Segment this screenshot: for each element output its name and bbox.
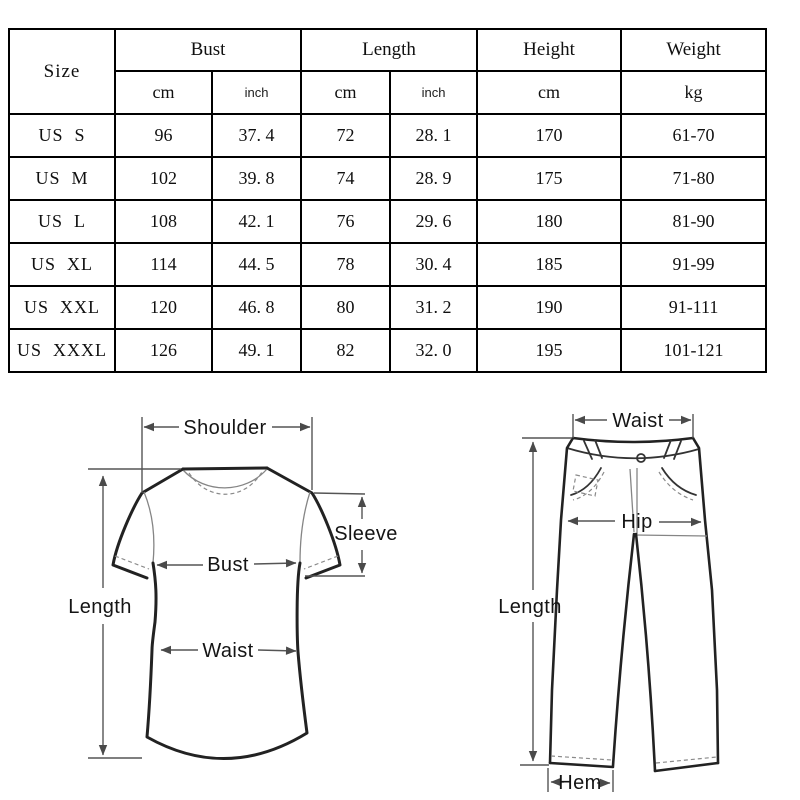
cell-length-inch: 28. 1 [390,114,477,157]
cell-weight-kg: 61-70 [621,114,766,157]
pants-left-hem-dashed [551,756,612,760]
cell-weight-kg: 91-111 [621,286,766,329]
cell-length-cm: 72 [301,114,390,157]
pants-waistband-bottom [567,448,699,458]
cell-bust-inch: 46. 8 [212,286,301,329]
unit-height-cm: cm [477,71,621,114]
pants-left-pocket [571,468,601,495]
length-label: Length [498,596,562,618]
arrow-right-icon [258,650,296,651]
table-row [9,329,766,372]
length-dimension [498,438,572,765]
unit-bust-cm: cm [115,71,212,114]
cell-weight-kg: 71-80 [621,157,766,200]
table-row [9,114,766,157]
cell-height-cm: 180 [477,200,621,243]
cell-weight-kg: 81-90 [621,200,766,243]
cell-weight-kg: 101-121 [621,329,766,372]
col-header-weight: Weight [621,29,766,71]
cell-bust-inch: 42. 1 [212,200,301,243]
hip-label: Hip [621,511,653,533]
cell-height-cm: 185 [477,243,621,286]
pants-crotch-seam [635,535,707,536]
cell-bust-inch: 44. 5 [212,243,301,286]
shoulder-dimension [142,417,312,493]
cell-size: US M [9,157,115,200]
cell-height-cm: 195 [477,329,621,372]
cell-height-cm: 170 [477,114,621,157]
cell-length-cm: 80 [301,286,390,329]
unit-length-cm: cm [301,71,390,114]
cell-bust-cm: 108 [115,200,212,243]
cell-height-cm: 175 [477,157,621,200]
waist-label: Waist [612,410,664,432]
table-row [9,286,766,329]
pants-right-hem [655,763,718,771]
cell-length-cm: 82 [301,329,390,372]
pants-measurement-diagram [460,392,770,800]
pants-right-pocket-dashed [659,472,693,500]
col-header-length: Length [301,29,477,71]
tshirt-neck-shoulder-line [183,468,267,469]
shoulder-label: Shoulder [183,417,267,439]
pants-left-hem [550,763,613,767]
unit-length-inch: inch [390,71,477,114]
waist-dimension [573,410,693,438]
cell-bust-inch: 39. 8 [212,157,301,200]
tshirt-right-sleeve-seam [300,492,310,563]
header-row-units [9,71,766,114]
cell-weight-kg: 91-99 [621,243,766,286]
cell-size: US XXL [9,286,115,329]
cell-length-cm: 76 [301,200,390,243]
cell-bust-cm: 114 [115,243,212,286]
tshirt-left-sleeve-seam [144,492,154,563]
bust-label: Bust [207,554,249,576]
arrow-right-icon [254,563,296,564]
cell-bust-inch: 49. 1 [212,329,301,372]
cell-bust-cm: 120 [115,286,212,329]
unit-bust-inch: inch [212,71,301,114]
length-dimension [68,469,181,758]
cell-length-inch: 31. 2 [390,286,477,329]
tshirt-neckline [183,469,267,488]
cell-length-inch: 30. 4 [390,243,477,286]
pants-right-hem-dashed [656,757,717,763]
unit-weight-kg: kg [621,71,766,114]
tshirt-outline [113,468,340,759]
pants-right-outer-edge [693,438,718,763]
cell-length-cm: 74 [301,157,390,200]
pants-waistband-top [573,438,693,442]
cell-size: US S [9,114,115,157]
hem-label: Hem [558,772,602,794]
cell-size: US XL [9,243,115,286]
table-row [9,157,766,200]
hip-dimension [568,511,701,533]
cell-bust-cm: 102 [115,157,212,200]
cell-length-cm: 78 [301,243,390,286]
cell-size: US L [9,200,115,243]
col-header-bust: Bust [115,29,301,71]
cell-length-inch: 32. 0 [390,329,477,372]
cell-bust-cm: 126 [115,329,212,372]
bust-dimension [157,554,296,576]
cell-length-inch: 28. 9 [390,157,477,200]
col-header-height: Height [477,29,621,71]
size-chart-table [8,28,767,373]
pants-left-inner-edge [613,534,634,766]
length-label: Length [68,596,132,618]
hem-dimension [548,768,613,794]
cell-length-inch: 29. 6 [390,200,477,243]
pants-outline [550,438,718,771]
cell-height-cm: 190 [477,286,621,329]
cell-bust-inch: 37. 4 [212,114,301,157]
cell-bust-cm: 96 [115,114,212,157]
header-row-groups [9,29,766,71]
sleeve-label: Sleeve [334,523,398,545]
waist-dimension [161,640,296,662]
extension-line [314,493,365,494]
waist-label: Waist [202,640,254,662]
col-header-size: Size [9,29,115,114]
table-row [9,243,766,286]
tshirt-measurement-diagram [55,392,400,800]
tshirt-left-sleeve [113,469,183,578]
pants-right-pocket [662,468,696,495]
pants-right-inner-edge [636,534,655,771]
cell-size: US XXXL [9,329,115,372]
table-row [9,200,766,243]
